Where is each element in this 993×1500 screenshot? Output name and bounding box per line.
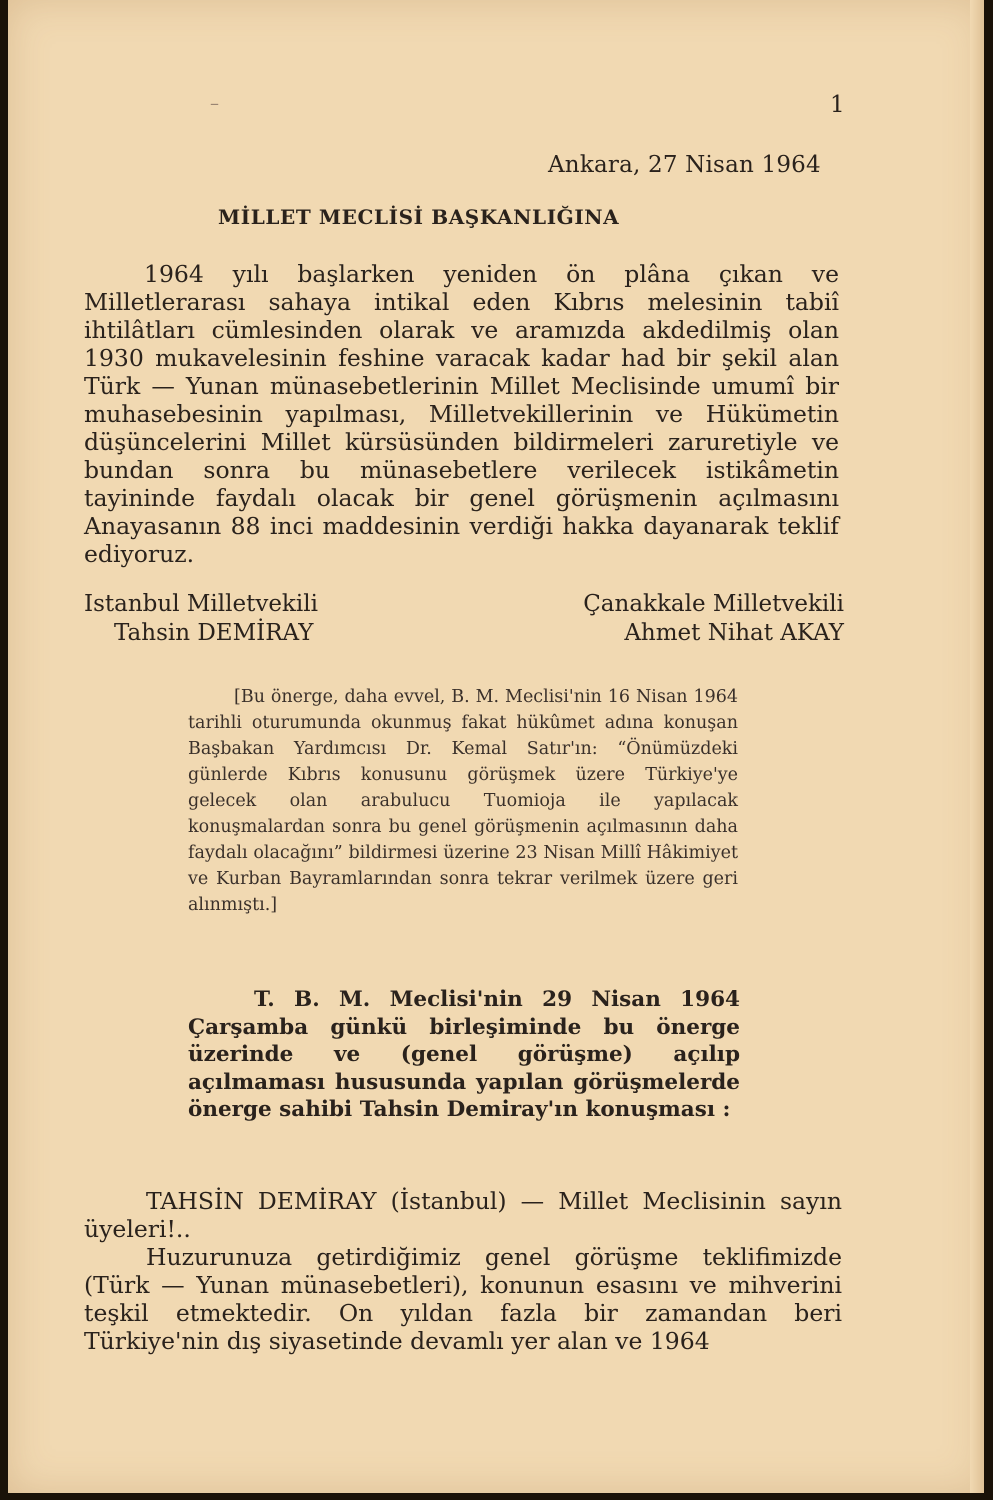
letter-body: 1964 yılı başlarken yeniden ön plâna çıkan ve Milletlerarası sahaya intikal eden Kıbrıs melesinin tabiî ihtilâtları cümlesinden olarak ve aramızda akdedilmiş olan 1930 mukavelesinin feshine varacak kadar had bir şekil alan Türk — Yunan münasebetlerinin Millet Meclisinde umumî bir muhasebesinin yapılması, Milletvekillerinin ve Hükümetin düşüncelerini Millet kürsüsünden bildirmeleri zaruretiyle ve bundan sonra bu münasebetlere verilecek istikâmetin tayininde faydalı olacak bir genel görüşmenin açılmasını Anayasanın 88 inci maddesinin verdiği hakka dayanarak teklif ediyoruz. <box>84 260 839 568</box>
editorial-note: [Bu önerge, daha evvel, B. M. Meclisi'nin 16 Nisan 1964 tarihli oturumunda okunmuş fakat hükûmet adına konuşan Başbakan Yardımcısı Dr. Kemal Satır'ın: “Önümüzdeki günlerde Kıbrıs konusunu görüşmek üzere Türkiye'ye gelecek olan arabulucu Tuomioja ile yapılacak konuşmalardan sonra bu genel görüşmenin açılmasının daha faydalı olacağını” bildirmesi üzerine 23 Nisan Millî Hâkimiyet ve Kurban Bayramlarından sonra tekrar verilmek üzere geri alınmıştı.] <box>188 687 738 915</box>
signature-left-name: Tahsin DEMİRAY <box>114 620 314 646</box>
signature-right-name: Ahmet Nihat AKAY <box>624 620 844 646</box>
signature-block <box>84 590 844 660</box>
signature-right <box>583 590 844 648</box>
speech-text <box>84 1187 842 1355</box>
speech-paragraph-2: Huzurunuza getirdiğimiz genel görüşme teklifimizde (Türk — Yunan münasebetleri), konunun esasını ve mihverini teşkil etmektedir. On yıldan fazla bir zamandan beri Türkiye'nin dış siyasetinde devamlı yer alan ve 1964 <box>84 1243 842 1355</box>
signature-right-role: Çanakkale Milletvekili <box>583 591 844 617</box>
letter-date: Ankara, 27 Nisan 1964 <box>548 152 821 178</box>
signature-left <box>84 590 318 648</box>
page-number: 1 <box>830 92 845 118</box>
speech-paragraph-1: TAHSİN DEMİRAY (İstanbul) — Millet Meclisinin sayın üyeleri!.. <box>84 1187 842 1243</box>
session-heading: T. B. M. Meclisi'nin 29 Nisan 1964 Çarşamba günkü birleşiminde bu önerge üzerinde ve (genel görüşme) açılıp açılmaması hususunda yapılan görüşmelerde önerge sahibi Tahsin Demiray'ın konuşması : <box>188 987 740 1122</box>
letter-title: MİLLET MECLİSİ BAŞKANLIĞINA <box>218 205 620 229</box>
signature-left-role: Istanbul Milletvekili <box>84 591 318 617</box>
dash-mark: – <box>210 93 219 114</box>
document-page <box>8 0 984 1493</box>
page-edge <box>970 0 984 1493</box>
